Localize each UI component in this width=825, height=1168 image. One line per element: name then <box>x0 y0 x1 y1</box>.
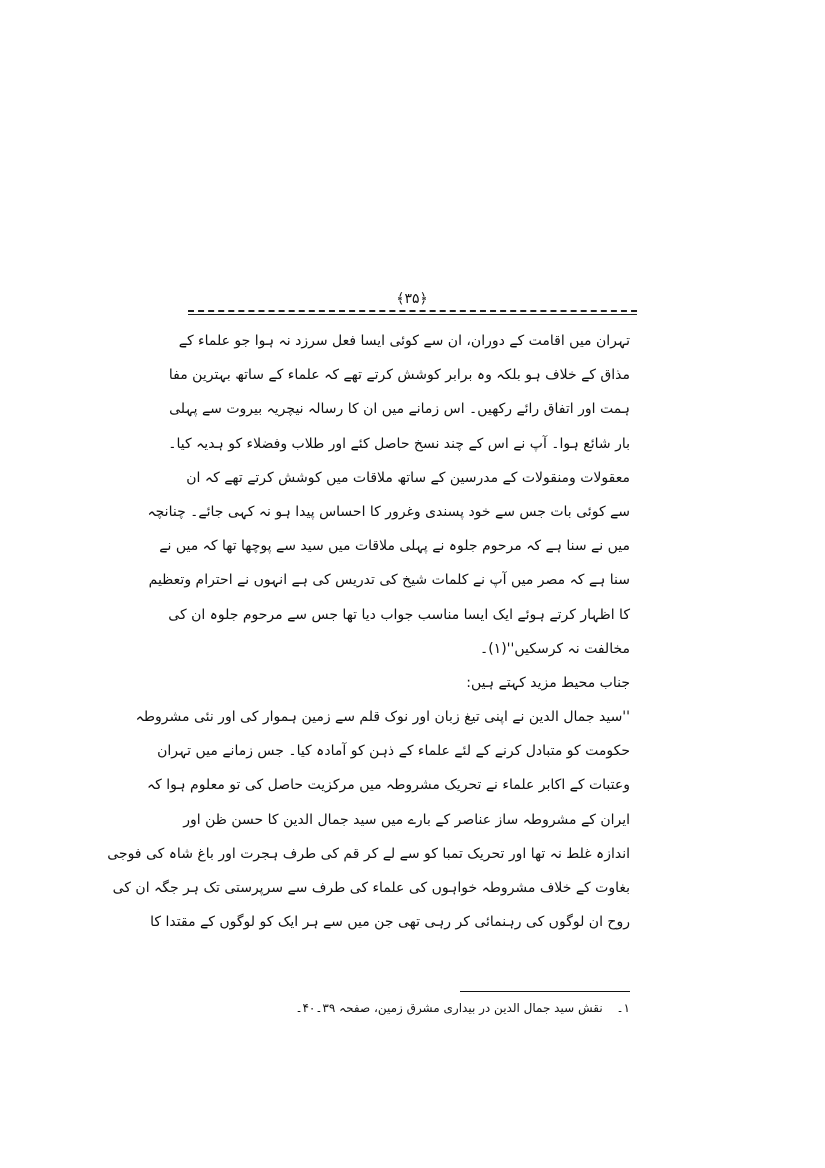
text-line-6: سے کوئی بات جس سے خود پسندی وغرور کا احساس پیدا ہو نہ کہی جائے۔ چنانچہ <box>147 503 630 520</box>
footnote-text: نقش سید جمال الدین در بیداری مشرق زمین، صفحہ ۳۹۔۴۰۔ <box>295 1001 603 1015</box>
header-rule <box>188 310 637 315</box>
text-line-5: معقولات ومنقولات کے مدرسین کے ساتھ ملاقات میں کوشش کرتے تھے کہ ان <box>186 469 630 486</box>
text-line-17: بغاوت کے خلاف مشروطہ خواہوں کی علماء کی طرف سے سرپرستی تک ہر جگہ ان کی <box>112 880 630 896</box>
text-line-4: بار شائع ہوا۔ آپ نے اس کے چند نسخ حاصل کئے اور طلاب وفضلاء کو ہدیہ کیا۔ <box>168 435 630 452</box>
text-line-13: حکومت کو متبادل کرنے کے لئے علماء کے ذہن کو آمادہ کیا۔ جس زمانے میں تہران <box>157 743 630 760</box>
text-line-10: مخالفت نہ کرسکیں''(۱)۔ <box>480 640 630 657</box>
footnote-rule <box>460 991 630 992</box>
text-line-11: جناب محیط مزید کہتے ہیں: <box>466 674 630 691</box>
text-line-18: روح ان لوگوں کی رہنمائی کر رہی تھی جن میں سے ہر ایک کو لوگوں کے مقتدا کا <box>150 914 630 931</box>
text-line-16: اندازہ غلط نہ تھا اور تحریک تمبا کو سے لے کر قم کی طرف ہجرت اور باغ شاہ کی فوجی <box>107 845 630 862</box>
page-number: ﴿۳۵﴾ <box>396 291 428 307</box>
text-line-8: سنا ہے کہ مصر میں آپ نے کلمات شیخ کی تدریس کی ہے انہوں نے احترام وتعظیم <box>148 572 630 589</box>
body-text <box>107 324 630 939</box>
footnote-marker: ۱۔ <box>616 1001 630 1015</box>
text-line-1: تہران میں اقامت کے دوران، ان سے کوئی ایسا فعل سرزد نہ ہوا جو علماء کے <box>178 333 630 349</box>
text-line-14: وعتبات کے اکابر علماء نے تحریک مشروطہ میں مرکزیت حاصل کی تو معلوم ہوا کہ <box>146 777 630 794</box>
footnote <box>295 998 630 1018</box>
text-line-15: ایران کے مشروطہ ساز عناصر کے بارے میں سید جمال الدین کا حسن ظن اور <box>183 811 630 828</box>
text-line-12: ''سید جمال الدین نے اپنی تیغ زبان اور نوک قلم سے زمین ہموار کی اور نئی مشروطہ <box>135 709 630 726</box>
text-line-3: ہمت اور اتفاق رائے رکھیں۔ اس زمانے میں ان کا رسالہ نیچریہ بیروت سے پہلی <box>169 401 630 418</box>
text-line-7: میں نے سنا ہے کہ مرحوم جلوہ نے پہلی ملاقات میں سید سے پوچھا تھا کہ میں نے <box>159 538 630 555</box>
text-line-2: مذاق کے خلاف ہو بلکہ وہ برابر کوشش کرتے تھے کہ علماء کے ساتھ بہترین مفا <box>168 367 630 384</box>
text-line-9: کا اظہار کرتے ہوئے ایک ایسا مناسب جواب دیا تھا جس سے مرحوم جلوہ ان کی <box>168 606 630 623</box>
